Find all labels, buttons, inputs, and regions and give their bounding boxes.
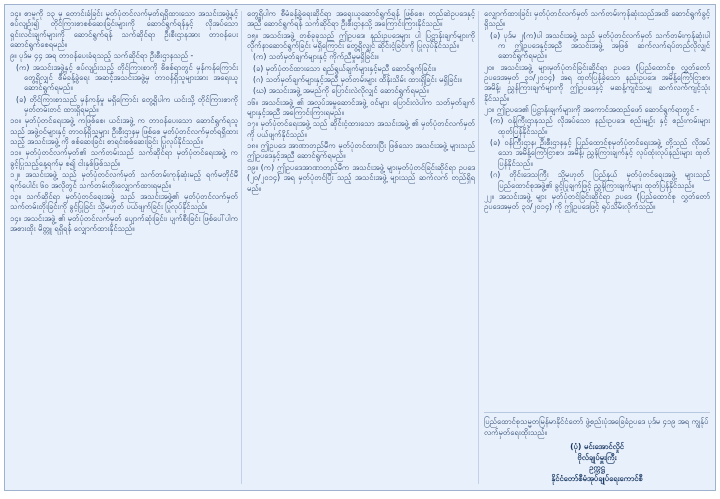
signatory xyxy=(484,442,710,484)
sub-paragraph: (က) အသင်းအဖွဲ့နှင့် စပ်လျဉ်းသည့် တိုင်ကြားစာကို စိစစ်ရာတွင် မှန်ကန်ကြောင်း တွေ့ရှိလျှင် စီမံခန့်ခွဲရေး အဆင့်အသင်းအဖွဲ့မှ တာဝန်ရှိသူများအား အရေးယူ ဆောင်ရွက်ရမည်။ xyxy=(16,62,238,93)
signatory-position: ဥက္ကဋ္ဌ xyxy=(589,463,605,472)
sub-paragraph: (ဃ) အသင်းအဖွဲ့ အမည်ကို ပြောင်းလဲလိုလျှင် ဆောင်ရွက်ရမည်။ xyxy=(253,86,429,96)
paragraph: ၁၄။ စာမူကို ၁၃ မှ တောင်းခံခြင်း မှတ်ပုံတင်လက်မှတ်ရရှိထားသော အသင်းအဖွဲ့နှင့် စပ်လျဉ်း၍ တိုင်ကြားစာစစ်ဆေးခြင်းများကို ဆောင်ရွက်ရန်နှင့် လိုအပ်သော ရှင်းလင်းချက်များကို ဆောင်ရွက်ရန် သက်ဆိုင်ရာ ဦးစီးဌာနအား တာဝန်ပေးဆောင်ရွက်စေရမည်။ xyxy=(10,9,238,50)
signatory-name: (ပုံ) မင်းအောင်လှိုင် xyxy=(570,442,624,451)
column-divider xyxy=(478,11,479,484)
text-column-3 xyxy=(484,9,710,390)
paragraph: ၁၇။ မှတ်ပုံတင်ရေးအဖွဲ့ သည် ဆိုင်းငံ့ထားသော အသင်းအဖွဲ့ ၏ မှတ်ပုံတင်လက်မှတ်ကို ပယ်ဖျက်နိုင်သည်။ xyxy=(247,119,475,139)
sub-paragraph: (ဂ) တိုင်းဒေသကြီး သို့မဟုတ် ပြည်နယ် မှတ်ပုံတင်ရေးအဖွဲ့ များသည် ပြည်ထောင်စုအဖွဲ့၏ ခွင့်ပြုချက်ဖြင့် ညွှန်ကြားချက်များ ထုတ်ပြန်နိုင်သည်။ xyxy=(490,170,710,190)
paragraph: ၁၂။ အသင်းအဖွဲ့ သည် မှတ်ပုံတင်လက်မှတ် သက်တမ်းကုန်ဆုံးမည့် ရက်မတိုင်မီ ရက်ပေါင်း ၆၀ အလိုတွင် သက်တမ်းတိုးလျှောက်ထားရမည်။ xyxy=(10,170,238,190)
paragraph: ၂၂။ အသင်းအဖွဲ့ များ မှတ်ပုံတင်ခြင်းဆိုင်ရာ ဥပဒေ (ပြည်ထောင်စု လွှတ်တော် ဥပဒေအမှတ် ၃၁/၂၀၁၄) ကို ဤဥပဒေဖြင့် ရုပ်သိမ်းလိုက်သည်။ xyxy=(484,191,710,212)
text-column-1 xyxy=(10,9,238,486)
paragraph: ၂၀။ အသင်းအဖွဲ့ များမှတ်ပုံတင်ခြင်းဆိုင်ရာ ဥပဒေ (ပြည်ထောင်စု လွှတ်တော် ဥပဒေအမှတ် ၃၁/၂၀၁၄) အရ ထုတ်ပြန်ခဲ့သော နည်းဥပဒေ၊ အမိန့်ကြော်ငြာစာ၊ အမိန့်၊ ညွှန်ကြားချက်များကို ဤဥပဒေနှင့် မဆန့်ကျင်သမျှ ဆက်လက်ကျင့်သုံးနိုင်သည်။ xyxy=(484,62,710,103)
paragraph: ၂၁။ ဤဥပဒေ၏ ပြဋ္ဌာန်းချက်များကို အကောင်အထည်ဖော် ဆောင်ရွက်ရာတွင် - xyxy=(484,105,700,115)
sub-paragraph: (ခ) ပုဒ်မ ၂(က)ပါ အသင်းအဖွဲ့ သည် မှတ်ပုံတင်လက်မှတ် သက်တမ်းကုန်ဆုံးပါက ဤဥပဒေနှင့်အညီ အသင်းအဖွဲ့ အဖြစ် ဆက်လက်ရပ်တည်လိုလျှင် ဆောင်ရွက်ရမည်။ xyxy=(490,30,710,61)
signature-block xyxy=(484,412,710,484)
paragraph: ၁၀။ မှတ်ပုံတင်ရေးအဖွဲ့ ကဖြစ်စေ၊ ယင်းအဖွဲ့ က တာဝန်ပေးသော ဆောင်ရွက်ရသူသည် အဖွဲ့ဝင်များနှင့် တာဝန်ရှိသူများ ဦးစီးဌာနမှ ဖြစ်စေ မှတ်ပုံတင်လက်မှတ်ရရှိထားသည့် အသင်းအဖွဲ့ ကို စစ်ဆေးခြင်း စာရင်းစစ်ဆေးခြင်း ပြုလုပ်နိုင်သည်။ xyxy=(10,116,238,147)
paragraph: ၁၈။ ဤဥပဒေ အာဏာတည်မီက မှတ်ပုံတင်ထားပြီး ဖြစ်သော အသင်းအဖွဲ့ များသည် ဤဥပဒေနှင့်အညီ ဆောင်ရွက်ရမည်။ xyxy=(247,141,475,161)
paragraph: လျှောက်ထားခြင်း မှတ်ပုံတင်လက်မှတ် သက်တမ်းကုန်ဆုံးသည်အထိ ဆောင်ရွက်ခွင့်ရှိသည်။ xyxy=(484,9,710,29)
law-document-page xyxy=(4,4,716,491)
sub-paragraph: (ဂ) သတ်မှတ်ချက်များနှင့်အညီ မှတ်တမ်းများ ထိန်းသိမ်း ထားရှိခြင်း မရှိခြင်း။ xyxy=(253,75,462,85)
column-divider xyxy=(241,11,242,484)
paragraph: ၁၄။ အသင်းအဖွဲ့ ၏ မှတ်ပုံတင်လက်မှတ် ပျောက်ဆုံးခြင်း၊ ပျက်စီးခြင်း ဖြစ်ပေါ်ပါက အစားထိုး မိတ္တူ ရရှိရန် လျှောက်ထားနိုင်သည်။ xyxy=(10,213,238,233)
sub-paragraph: (ခ) တိုင်ကြားစာသည် မှန်ကန်မှု မရှိကြောင်း တွေ့ရှိပါက ယင်းသို့ တိုင်ကြားစာကို မှတ်တမ်းတင် ထားရှိရမည်။ xyxy=(16,94,238,115)
paragraph: ၁၉။ (က) ဤဥပဒေအာဏာတည်မီက အသင်းအဖွဲ့ များမှတ်ပုံတင်ခြင်းဆိုင်ရာ ဥပဒေ (၂၀/၂၀၁၄) အရ မှတ်ပုံတင်ပြီး သည့် အသင်းအဖွဲ့ များသည် ဆက်လက် တည်ရှိရမည်။ xyxy=(247,162,475,193)
paragraph: ၁၁။ မှတ်ပုံတင်လက်မှတ်၏ သက်တမ်းသည် သက်ဆိုင်ရာ မှတ်ပုံတင်ရေးအဖွဲ့ က ခွင့်ပြုသည့်နေ့ရက်မှ စ၍ ငါးနှစ်ဖြစ်သည်။ xyxy=(10,148,238,168)
signatory-organization: နိုင်ငံတော်စီမံအုပ်ချုပ်ရေးကောင်စီ xyxy=(551,473,643,483)
paragraph: ၁၅။ အသင်းအဖွဲ့ တစ်ခုခုသည် ဤဥပဒေ၊ နည်းဥပဒေများ ပါ ပြဋ္ဌာန်းချက်များကို လိုက်နာဆောင်ရွက်ခြင်း မရှိကြောင်း တွေ့ရှိလျှင် ဆိုင်းငံ့ခြင်းကို ပြုလုပ်နိုင်သည်။ xyxy=(247,30,475,51)
signatory-rank: ဗိုလ်ချုပ်မှူးကြီး xyxy=(577,452,617,462)
sub-paragraph: (က) သတ်မှတ်ချက်များနှင့် ကိုက်ညီမှုမရှိခြင်း။ xyxy=(253,52,379,62)
signature-intro: ပြည်ထောင်စုသမ္မတမြန်မာနိုင်ငံတော် ဖွဲ့စည်းပုံအခြေခံဥပဒေ ပုဒ်မ ၄၁၉ အရ ကျွန်ုပ်လက်မှတ်ရေးထိုးသည်။ xyxy=(484,417,709,437)
paragraph: ၁၃။ သက်ဆိုင်ရာ မှတ်ပုံတင်ရေးအဖွဲ့ သည် အသင်းအဖွဲ့၏ မှတ်ပုံတင်လက်မှတ် သက်တမ်းတိုးခြင်းကို ခွင့်ပြုခြင်း သို့မဟုတ် ပယ်ဖျက်ခြင်း ပြုလုပ်နိုင်သည်။ xyxy=(10,191,238,212)
paragraph: ၉။ ပုဒ်မ ၄၄ အရ တာဝန်ပေးခံရသည့် သက်ဆိုင်ရာ ဦးစီးဌာနသည် - xyxy=(10,51,194,61)
paragraph: တွေ့ရှိပါက စီမံခန့်ခွဲရေးဆိုင်ရာ အရေးယူဆောင်ရွက်ရန် ဖြစ်စေ၊ တည်ဆဲဥပဒေနှင့်အညီ ဆောင်ရွက်ရန် သက်ဆိုင်ရာ ဦးစီးဌာနသို့ အကြောင်းကြားနိုင်သည်။ xyxy=(247,9,475,29)
sub-paragraph: (ခ) ဝန်ကြီးဌာန၊ ဦးစီးဌာနနှင့် ပြည်ထောင်စုမှတ်ပုံတင်ရေးအဖွဲ့ တို့သည် လိုအပ်သော အမိန့်ကြော်ငြာစာ၊ အမိန့်၊ ညွှန်ကြားချက်နှင့် လုပ်ထုံးလုပ်နည်းများ ထုတ်ပြန်နိုင်သည်။ xyxy=(490,138,710,168)
sub-paragraph: (က) ဝန်ကြီးဌာနသည် လိုအပ်သော နည်းဥပဒေ၊ စည်းမျဉ်း နှင့် စည်းကမ်းများ ထုတ်ပြန်နိုင်သည်။ xyxy=(490,116,710,136)
sub-paragraph: (ခ) မှတ်ပုံတင်ထားသော ရည်ရွယ်ချက်များနှင့်မညီ ဆောင်ရွက်ခြင်း။ xyxy=(253,63,436,73)
paragraph: ၁၆။ အသင်းအဖွဲ့ ၏ အလုပ်အမှုဆောင်အဖွဲ့ ဝင်များ ပြောင်းလဲပါက သတ်မှတ်ချက်များနှင့်အညီ အကြောင်းကြားရမည်။ xyxy=(247,97,475,118)
text-column-2 xyxy=(247,9,475,486)
